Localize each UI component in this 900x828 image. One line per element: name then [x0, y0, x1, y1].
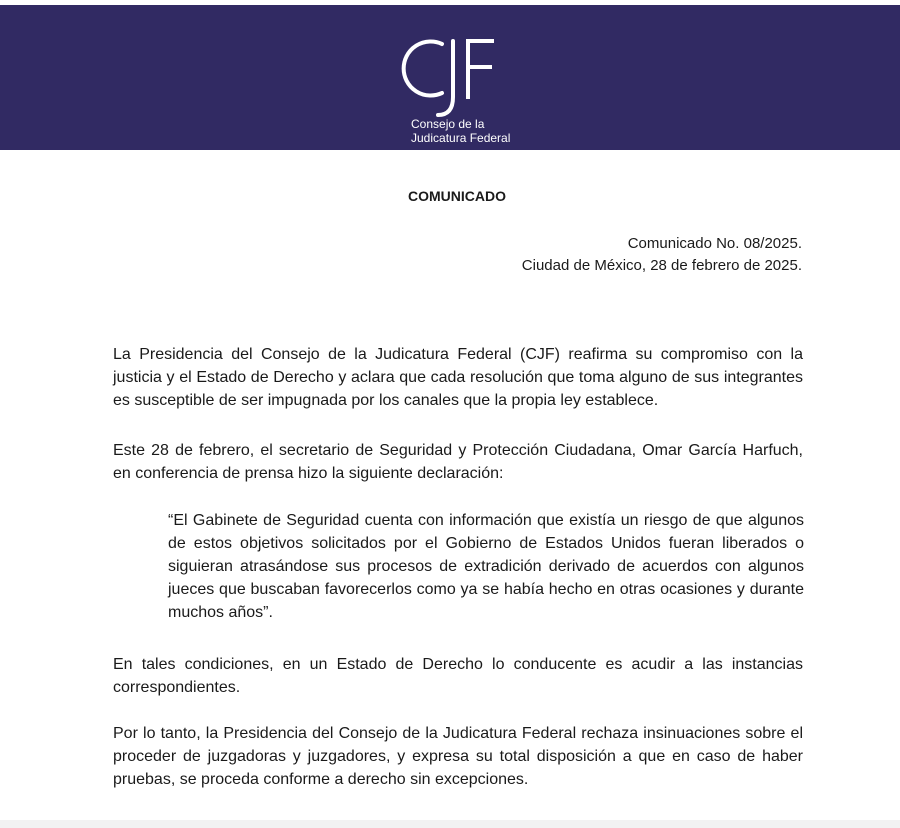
paragraph-1: La Presidencia del Consejo de la Judicatura Federal (CJF) reafirma su compromiso con la justicia y el Estado de Derecho y aclara que cada resolución que toma alguno de sus integrantes es susceptible de ser impugnada por los canales que la propia ley establece. — [113, 346, 803, 409]
place-date: Ciudad de México, 28 de febrero de 2025. — [521, 257, 802, 274]
logo-caption-line2: Judicatura Federal — [411, 131, 511, 145]
paragraph-2: Este 28 de febrero, el secretario de Seguridad y Protección Ciudadana, Omar García Harfuch, en conferencia de prensa hizo la siguiente declaración: — [113, 442, 803, 482]
quote-block: “El Gabinete de Seguridad cuenta con información que existía un riesgo de que algunos de estos objetivos solicitados por el Gobierno de Estados Unidos fueran liberados o siguieran atrasándose sus procesos de extradición derivado de acuerdos con algunos jueces que buscaban favorecerlos como ya se había hecho en otras ocasiones y durante muchos años”. — [168, 512, 804, 621]
logo-caption — [411, 117, 510, 145]
paragraph-3: En tales condiciones, en un Estado de Derecho lo conducente es acudir a las instancias correspondientes. — [113, 656, 803, 696]
paragraph-4: Por lo tanto, la Presidencia del Consejo de la Judicatura Federal rechaza insinuaciones sobre el proceder de juzgadoras y juzgadores, y expresa su total disposición a que en caso de haber pruebas, se proceda conforme a derecho sin excepciones. — [113, 725, 803, 788]
logo-caption-line1: Consejo de la — [411, 117, 485, 131]
page-bottom-edge — [0, 820, 900, 828]
document-meta — [522, 233, 802, 277]
document-title: COMUNICADO — [408, 188, 506, 204]
header-banner — [0, 5, 900, 150]
communique-number: Comunicado No. 08/2025. — [627, 235, 802, 252]
